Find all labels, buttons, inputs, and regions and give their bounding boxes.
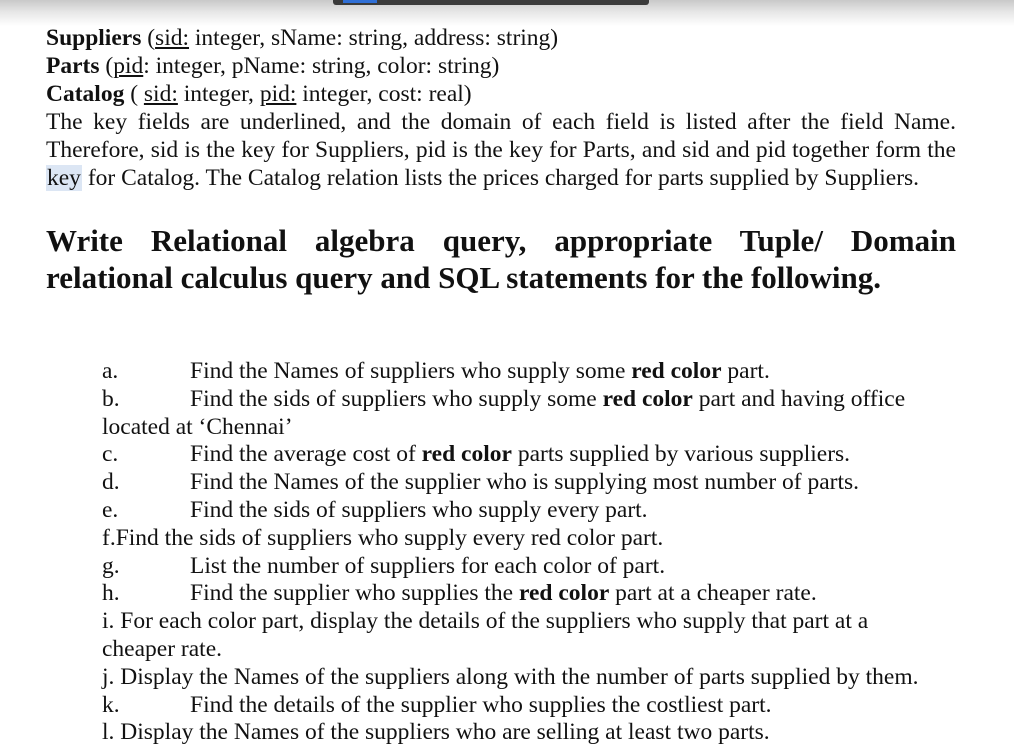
question-text: Find the sids of suppliers who supply every part. <box>190 496 648 523</box>
question-text: Find the Names of suppliers who supply some <box>190 358 632 384</box>
question-text: j. Display the Names of the suppliers along with the number of parts supplied by them. <box>102 663 919 690</box>
bold-phrase: red color <box>631 358 722 384</box>
question-letter: g. <box>102 552 120 579</box>
suppliers-relation-name: Suppliers <box>46 25 142 51</box>
catalog-fields: integer, cost: real) <box>296 81 472 107</box>
catalog-open-paren: ( <box>124 81 144 107</box>
suppliers-fields: integer, sName: string, address: string) <box>189 25 559 51</box>
question-a <box>102 358 952 386</box>
question-j <box>102 664 952 692</box>
question-text-end: part and having office <box>692 385 906 412</box>
catalog-key-sid: sid: <box>143 81 178 107</box>
question-continuation: cheaper rate. <box>102 635 223 662</box>
catalog-mid: integer, <box>177 81 260 107</box>
question-h <box>102 580 952 608</box>
question-continuation: located at ‘Chennai’ <box>102 413 293 440</box>
suppliers-open-paren: ( <box>141 25 156 51</box>
bold-phrase: red color <box>602 385 693 412</box>
question-f <box>102 525 952 553</box>
catalog-key-pid: pid: <box>259 81 297 107</box>
question-k <box>102 692 952 720</box>
question-d <box>102 469 952 497</box>
question-e <box>102 497 952 525</box>
schema-parts <box>46 52 956 80</box>
question-text: f.Find the sids of suppliers who supply every red color part. <box>102 524 664 551</box>
document-page <box>46 24 956 296</box>
question-text: Find the supplier who supplies the <box>190 580 519 607</box>
description-text-2: for Catalog. The Catalog relation lists the prices charged for parts supplied by Suppliers. <box>81 165 920 191</box>
question-letter: e. <box>102 496 119 523</box>
description-text-1: The key fields are underlined, and the domain of each field is listed after the field Name. Therefore, sid is the key for Suppliers, pid is the key for Parts, and sid and pid together form the <box>46 109 956 163</box>
bold-phrase: red color <box>421 441 512 468</box>
catalog-relation-name: Catalog <box>46 81 125 107</box>
question-letter: k. <box>102 691 120 718</box>
question-g <box>102 553 952 581</box>
question-letter: d. <box>102 469 120 496</box>
parts-key-field: pid <box>113 53 144 79</box>
question-text-end: parts supplied by various suppliers. <box>511 441 851 468</box>
question-text: i. For each color part, display the details of the suppliers who supply that part at a <box>102 608 869 635</box>
question-text: Find the sids of suppliers who supply some <box>190 385 603 412</box>
question-list <box>102 358 952 747</box>
top-toolbar-strip <box>333 0 649 5</box>
question-letter: b. <box>102 385 120 412</box>
bold-phrase: red color <box>518 580 610 607</box>
suppliers-key-field: sid: <box>155 25 190 51</box>
description-paragraph <box>46 108 956 192</box>
parts-open-paren: ( <box>99 53 114 79</box>
task-heading: Write Relational algebra query, appropriate Tuple/ Domain relational calculus query and SQL statements for the following. <box>46 223 956 295</box>
question-text-end: part at a cheaper rate. <box>609 580 817 607</box>
question-text: Find the details of the supplier who supplies the costliest part. <box>190 691 772 718</box>
highlighted-word[interactable]: key <box>47 165 81 191</box>
question-text: l. Display the Names of the suppliers who are selling at least two parts. <box>102 719 770 746</box>
question-text-end: part. <box>721 358 770 384</box>
toolbar-accent <box>343 0 377 3</box>
question-b <box>102 386 952 442</box>
question-text: Find the average cost of <box>190 441 422 468</box>
question-l <box>102 719 952 747</box>
question-text: Find the Names of the supplier who is supplying most number of parts. <box>190 469 860 496</box>
question-i <box>102 608 952 664</box>
question-c <box>102 441 952 469</box>
parts-fields: : integer, pName: string, color: string) <box>143 53 500 79</box>
schema-suppliers <box>46 24 956 52</box>
schema-catalog <box>46 80 956 108</box>
parts-relation-name: Parts <box>46 53 100 79</box>
question-letter: h. <box>102 580 120 607</box>
question-letter: a. <box>102 358 119 384</box>
question-text: List the number of suppliers for each color of part. <box>190 552 666 579</box>
question-letter: c. <box>102 441 119 468</box>
